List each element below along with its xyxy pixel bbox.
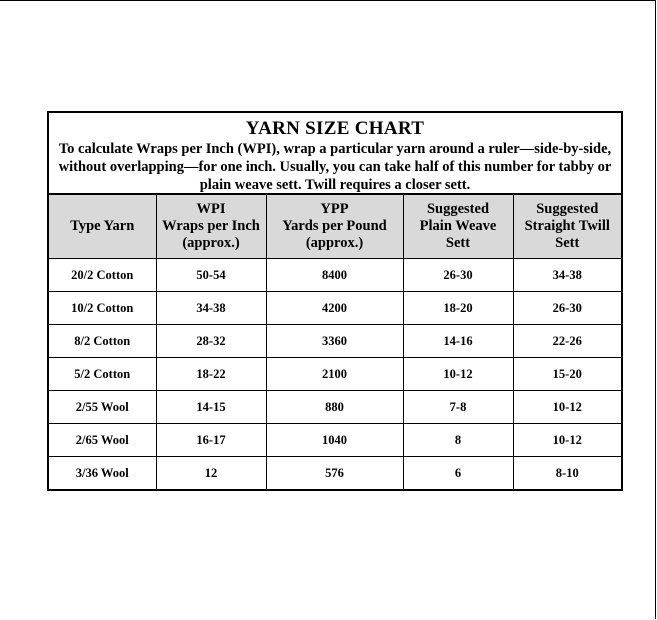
cell-ypp: 1040 <box>266 424 403 457</box>
header-row <box>49 195 621 259</box>
header-wpi: WPI Wraps per Inch (approx.) <box>156 195 266 259</box>
cell-twill: 10-12 <box>513 424 621 457</box>
cell-ypp: 880 <box>266 391 403 424</box>
cell-type-yarn: 8/2 Cotton <box>49 325 156 358</box>
cell-type-yarn: 10/2 Cotton <box>49 292 156 325</box>
cell-wpi: 50-54 <box>156 259 266 292</box>
header-plain-weave-sett: Suggested Plain Weave Sett <box>403 195 513 259</box>
cell-ypp: 576 <box>266 457 403 490</box>
chart-header <box>49 113 621 195</box>
cell-ypp: 2100 <box>266 358 403 391</box>
table-row <box>49 457 621 490</box>
cell-twill: 26-30 <box>513 292 621 325</box>
chart-title: YARN SIZE CHART <box>245 118 425 139</box>
cell-type-yarn: 3/36 Wool <box>49 457 156 490</box>
cell-twill: 34-38 <box>513 259 621 292</box>
intro-line: To calculate Wraps per Inch (WPI), wrap a particular yarn around a ruler—side-by-side, <box>58 141 612 157</box>
chart-intro <box>55 140 615 194</box>
cell-ypp: 8400 <box>266 259 403 292</box>
cell-plain-weave: 10-12 <box>403 358 513 391</box>
cell-wpi: 18-22 <box>156 358 266 391</box>
yarn-size-chart <box>47 111 623 491</box>
cell-plain-weave: 18-20 <box>403 292 513 325</box>
cell-plain-weave: 8 <box>403 424 513 457</box>
cell-twill: 10-12 <box>513 391 621 424</box>
cell-twill: 15-20 <box>513 358 621 391</box>
cell-ypp: 3360 <box>266 325 403 358</box>
cell-plain-weave: 6 <box>403 457 513 490</box>
cell-plain-weave: 14-16 <box>403 325 513 358</box>
cell-type-yarn: 20/2 Cotton <box>49 259 156 292</box>
table-row <box>49 358 621 391</box>
cell-type-yarn: 2/55 Wool <box>49 391 156 424</box>
cell-wpi: 12 <box>156 457 266 490</box>
table-row <box>49 292 621 325</box>
yarn-table <box>49 195 621 489</box>
cell-type-yarn: 2/65 Wool <box>49 424 156 457</box>
cell-wpi: 14-15 <box>156 391 266 424</box>
cell-twill: 22-26 <box>513 325 621 358</box>
table-row <box>49 259 621 292</box>
header-type-yarn: Type Yarn <box>49 195 156 259</box>
cell-wpi: 28-32 <box>156 325 266 358</box>
cell-wpi: 16-17 <box>156 424 266 457</box>
cell-wpi: 34-38 <box>156 292 266 325</box>
intro-line: without overlapping—for one inch. Usually, you can take half of this number for tabby or <box>58 159 612 175</box>
cell-ypp: 4200 <box>266 292 403 325</box>
table-row <box>49 391 621 424</box>
cell-type-yarn: 5/2 Cotton <box>49 358 156 391</box>
header-twill-sett: Suggested Straight Twill Sett <box>513 195 621 259</box>
cell-plain-weave: 26-30 <box>403 259 513 292</box>
cell-twill: 8-10 <box>513 457 621 490</box>
intro-line: plain weave sett. Twill requires a closer sett. <box>199 177 471 193</box>
table-row <box>49 325 621 358</box>
cell-plain-weave: 7-8 <box>403 391 513 424</box>
table-row <box>49 424 621 457</box>
header-ypp: YPP Yards per Pound (approx.) <box>266 195 403 259</box>
